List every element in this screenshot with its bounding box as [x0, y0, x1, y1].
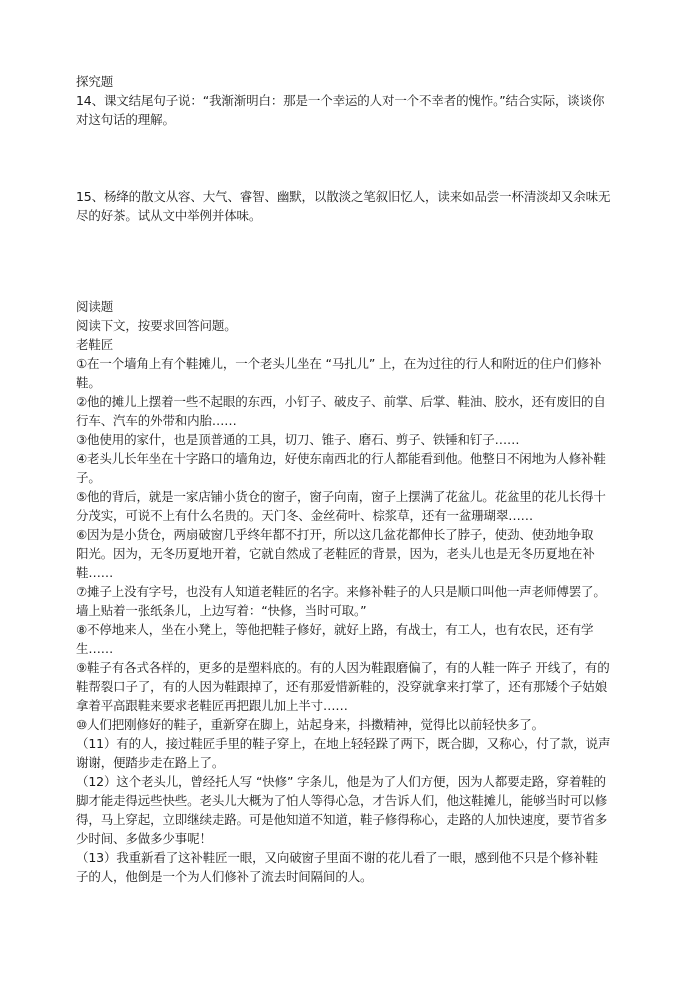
- article-line: （12）这个老头儿，曾经托人写 “快修” 字条儿，他是为了人们方便，因为人都要走路，穿着鞋的: [76, 774, 606, 789]
- article-line: ⑨鞋子有各式各样的，更多的是塑料底的。有的人因为鞋跟磨偏了，有的人鞋一阵子 开线了，有的: [76, 660, 610, 675]
- document-page: [76, 72, 624, 886]
- question-15-line-2: 尽的好茶。试从文中举例并体味。: [76, 208, 262, 223]
- article-line: ⑦摊子上没有字号，也没有人知道老鞋匠的名字。来修补鞋子的人只是顺口叫他一声老师傅罢了。: [76, 584, 606, 599]
- article-line: 生……: [76, 641, 114, 656]
- article-title: 老鞋匠: [76, 337, 114, 352]
- article-line: 脚才能走得远些快些。老头儿大概为了怕人等得心急，才告诉人们，他这鞋摊儿，能够当时可以修: [76, 793, 608, 808]
- article-line: 子。: [76, 470, 101, 485]
- article-line: 子的人，他倒是一个为人们修补了流去时间隔间的人。: [76, 869, 373, 884]
- article-line: 墙上贴着一张纸条儿，上边写着：“快修，当时可取。”: [76, 603, 367, 618]
- article-line: ③他使用的家什，也是顶普通的工具，切刀、锥子、磨石、剪子、铁锤和钉子……: [76, 432, 520, 447]
- reading-instruction: 阅读下文，按要求回答问题。: [76, 318, 237, 333]
- section-heading-reading: 阅读题: [76, 299, 114, 314]
- article-line: ①在一个墙角上有个鞋摊儿，一个老头儿坐在 “马扎儿” 上，在为过往的行人和附近的住户们修补: [76, 356, 602, 371]
- article-line: ⑩人们把刚修好的鞋子，重新穿在脚上，站起身来，抖擞精神，觉得比以前轻快多了。: [76, 717, 545, 732]
- article-line: 拿着平高跟鞋来要求老鞋匠再把跟儿加上半寸……: [76, 698, 348, 713]
- question-14-line-1: 14、课文结尾句子说：“我渐渐明白：那是一个幸运的人对一个不幸者的愧怍。”结合实际，谈谈你: [76, 93, 605, 108]
- answer-space-15: [76, 225, 624, 297]
- article-line: 分茂实，可说不上有什么名贵的。天门冬、金丝荷叶、棕浆草，还有一盆珊瑚翠……: [76, 508, 533, 523]
- section-heading-explore: 探究题: [76, 74, 114, 89]
- article-line: ⑤他的背后，就是一家店铺小货仓的窗子，窗子向南，窗子上摆满了花盆儿。花盆里的花儿长得十: [76, 489, 606, 504]
- article-line: 阳光。因为，无冬历夏地开着，它就自然成了老鞋匠的背景，因为，老头儿也是无冬历夏地在补: [76, 546, 595, 561]
- article-line: ④老头儿长年坐在十字路口的墙角边，好使东南西北的行人都能看到他。他整日不闲地为人修补鞋: [76, 451, 606, 466]
- article-line: ⑥因为是小货仓，两扇破窗几乎终年都不打开，所以这几盆花都伸长了脖子，使劲、使劲地争取: [76, 527, 594, 542]
- article-line: ⑧不停地来人，坐在小凳上，等他把鞋子修好，就好上路，有战士，有工人，也有农民，还有学: [76, 622, 594, 637]
- article-line: ②他的摊儿上摆着一些不起眼的东西，小钉子、破皮子、前掌、后掌、鞋油、胶水，还有废旧的自: [76, 394, 606, 409]
- article-line: 行车、汽车的外带和内胎……: [76, 413, 237, 428]
- question-14-line-2: 对这句话的理解。: [76, 112, 175, 127]
- article-line: 鞋帮裂口子了，有的人因为鞋跟掉了，还有那爱惜新鞋的，没穿就拿来打掌了，还有那矮个子姑娘: [76, 679, 608, 694]
- article-line: （11）有的人，接过鞋匠手里的鞋子穿上，在地上轻轻跺了两下，既合脚，又称心，付了款，说声: [76, 736, 611, 751]
- article-line: 鞋。: [76, 375, 101, 390]
- article-body: [76, 354, 624, 886]
- article-line: 鞋……: [76, 565, 114, 580]
- article-line: 得，马上穿起，立即继续走路。可是他知道不知道，鞋子修得称心，走路的人加快速度，要节省多: [76, 812, 608, 827]
- answer-space-14: [76, 129, 624, 187]
- article-line: 少时间、多做多少事呢！: [76, 831, 212, 846]
- article-line: 谢谢，便踏步走在路上了。: [76, 755, 225, 770]
- article-line: （13）我重新看了这补鞋匠一眼，又向破窗子里面不谢的花儿看了一眼，感到他不只是个修补鞋: [76, 850, 598, 865]
- question-15-line-1: 15、杨绛的散文从容、大气、睿智、幽默，以散淡之笔叙旧忆人，读来如品尝一杯清淡却又余味无: [76, 189, 611, 204]
